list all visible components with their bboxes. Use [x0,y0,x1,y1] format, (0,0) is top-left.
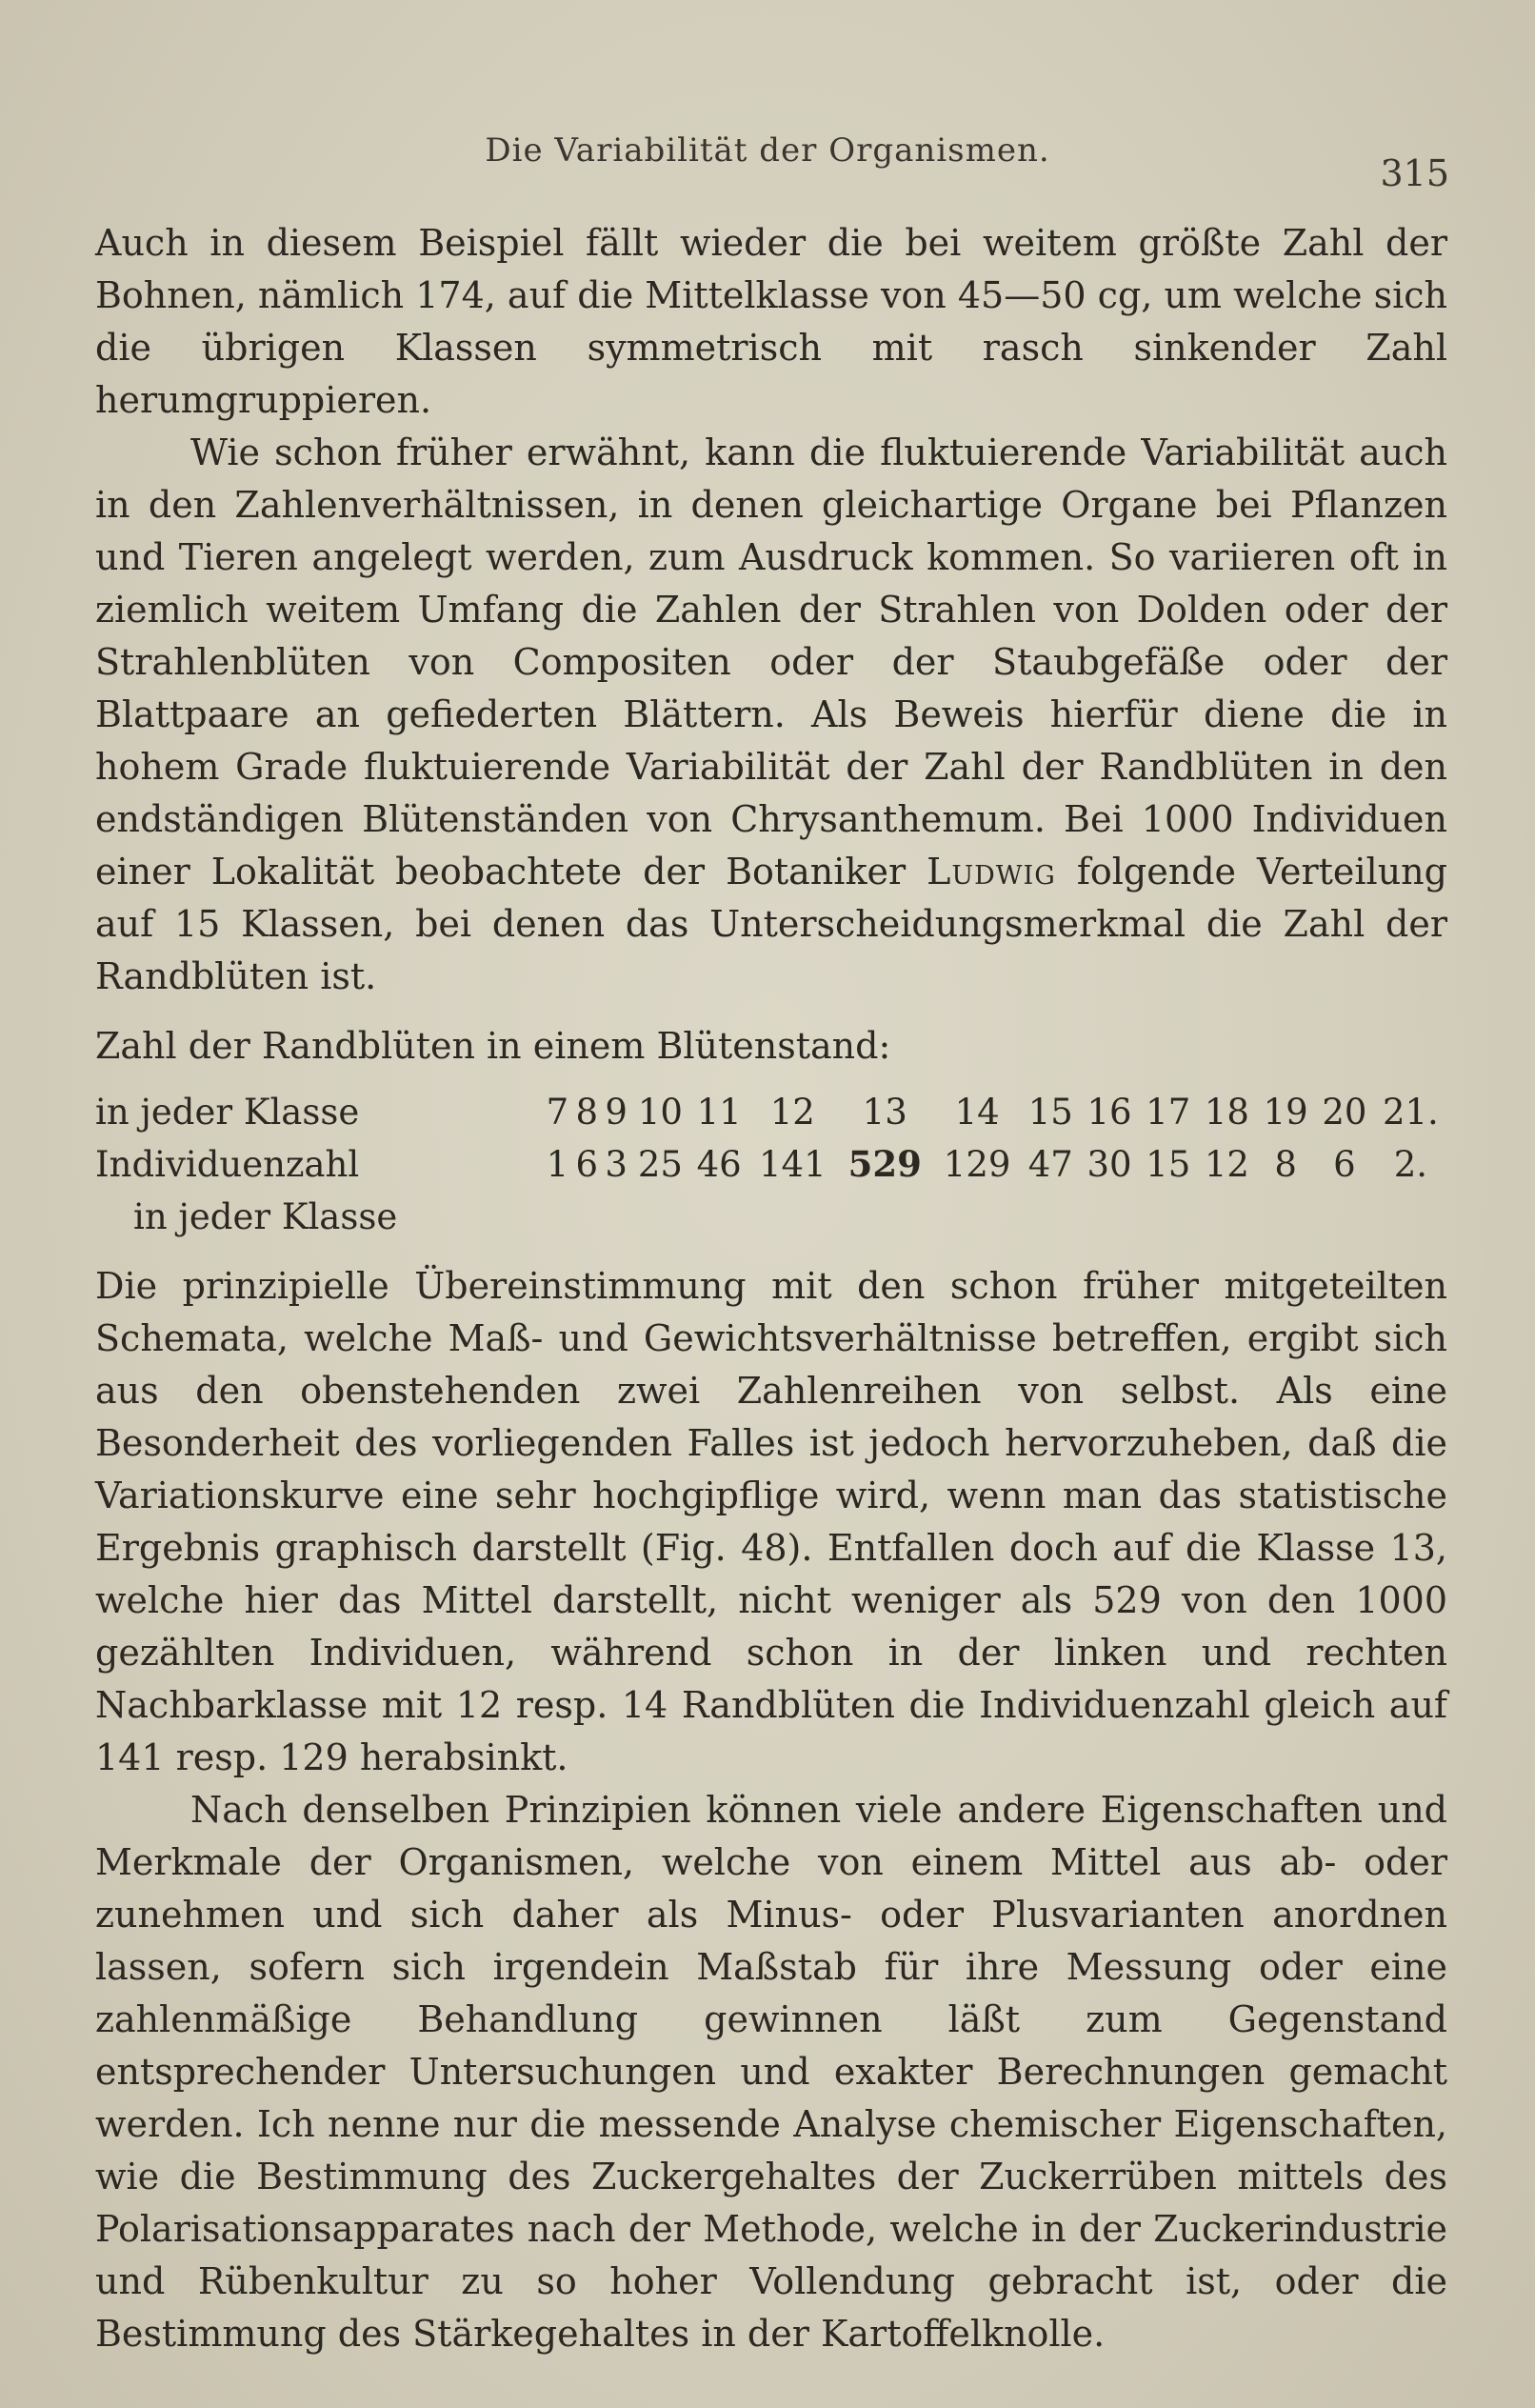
table-cell: 17 [1146,1092,1191,1133]
table-cell: 141 [758,1144,827,1185]
table-cell: 46 [696,1144,742,1185]
table-cell: 47 [1027,1144,1073,1185]
table-row-sublabel [95,1191,1447,1243]
table-cell: 15 [1146,1144,1191,1185]
running-title: Die Variabilität der Organismen. [485,131,1050,170]
table-cell: 19 [1263,1092,1308,1133]
empty-cell [543,1191,1447,1243]
table-cell: 12 [769,1092,815,1133]
table-cell-peak: 529 [847,1143,922,1185]
table-cell: 14 [954,1092,1000,1133]
paragraph-1: Auch in diesem Beispiel fällt wieder die bei weitem größte Zahl der Bohnen, nämlich 174, auf die Mittelklasse von 45—50 cg, um welche sich die übrigen Klassen symmetrisch mit rasch sinkender Zahl herumgruppieren. [95,222,1447,421]
paragraph-2-text-end: folgende Verteilung auf 15 Klassen, bei denen das Unterscheidungsmerkmal die Zahl der Randblüten ist. [95,851,1447,997]
table-cell: 13 [862,1092,907,1133]
author-name: Ludwig [927,851,1056,893]
table-cell: 11 [696,1092,742,1133]
row-label-classes: in jeder Klasse [95,1092,360,1133]
page-number: 315 [1380,152,1449,194]
table-row-counts [95,1138,1447,1191]
table-row-classes [95,1086,1447,1138]
table-cell: 25 [637,1144,683,1185]
randblueten-table [95,1086,1447,1243]
table-cell: 8 [1274,1144,1297,1185]
table-cell: 8 [575,1092,599,1133]
table-cell: 2. [1393,1144,1428,1185]
table-intro: Zahl der Randblüten in einem Blütenstand: [95,1025,891,1067]
paragraph-2 [95,427,1447,1003]
table-cell: 9 [605,1092,628,1133]
table-cell: 30 [1086,1144,1132,1185]
table-cell: 10 [637,1092,683,1133]
table-cell: 6 [575,1144,599,1185]
table-cell: 15 [1027,1092,1073,1133]
table-cell: 3 [605,1144,628,1185]
paragraph-2-text: Wie schon früher erwähnt, kann die fluktuierende Variabilität auch in den Zahlenverhältnissen, in denen gleichartige Organe bei Pflanzen und Tieren angelegt werden, zum Ausdruck kommen. So variieren oft in ziemlich weitem Umfang die Zahlen der Strahlen von Dolden oder der Strahlenblüten von Compositen oder der Staubgefäße oder der Blattpaare an gefiederten Blättern. Als Beweis hierfür diene die in hohem Grade fluktuierende Variabilität der Zahl der Randblüten in den endständigen Blütenständen von Chrysanthemum. Bei 1000 Individuen einer Lokalität beobachtete der Botaniker [95,431,1447,893]
table-cell: 7 [546,1092,569,1133]
table-cell: 6 [1333,1144,1356,1185]
row-sublabel: in jeder Klasse [133,1196,398,1237]
table-cell: 20 [1322,1092,1367,1133]
table-cell: 16 [1086,1092,1132,1133]
table-cell: 21. [1382,1092,1439,1133]
row-label-counts: Individuenzahl [95,1144,360,1185]
paragraph-4: Nach denselben Prinzipien können viele andere Eigenschaften und Merkmale der Organismen, welche von einem Mittel aus ab- oder zunehmen und sich daher als Minus- oder Plusvarianten anordnen lassen, sofern sich irgendein Maßstab für ihre Messung oder eine zahlenmäßige Behandlung gewinnen läßt zum Gegenstand entsprechender Untersuchungen und exakter Berechnungen gemacht werden. Ich nenne nur die messende Analyse chemischer Eigenschaften, wie die Bestimmung des Zuckergehaltes der Zuckerrüben mittels des Polarisationsapparates nach der Methode, welche in der Zuckerindustrie und Rübenkultur zu so hoher Vollendung gebracht ist, oder die Bestimmung des Stärkegehaltes in der Kartoffelknolle. [95,1789,1447,2355]
table-cell: 18 [1204,1092,1249,1133]
table-cell: 12 [1204,1144,1249,1185]
body-text [95,217,1447,2360]
paragraph-3: Die prinzipielle Übereinstimmung mit den schon früher mitgeteilten Schemata, welche Maß- und Gewichtsverhältnisse betreffen, ergibt sich aus den obenstehenden zwei Zahlenreihen von selbst. Als eine Besonderheit des vorliegenden Falles ist jedoch hervorzuheben, daß die Variationskurve eine sehr hochgipflige wird, wenn man das statistische Ergebnis graphisch darstellt (Fig. 48). Entfallen doch auf die Klasse 13, welche hier das Mittel darstellt, nicht weniger als 529 von den 1000 gezählten Individuen, während schon in der linken und rechten Nachbarklasse mit 12 resp. 14 Randblüten die Individuenzahl gleich auf 141 resp. 129 herabsinkt. [95,1265,1447,1778]
table-cell: 129 [943,1144,1011,1185]
table-cell: 1 [546,1144,569,1185]
